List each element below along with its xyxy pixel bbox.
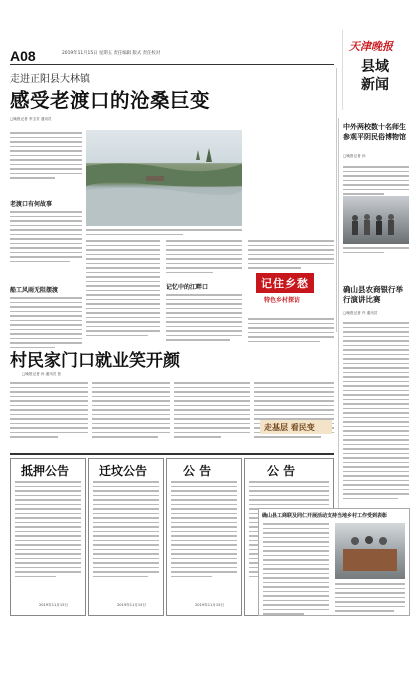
notice-box-2	[88, 458, 164, 616]
second-byline: □晚报记者 孙 通讯员 张	[22, 372, 62, 376]
date-line: 2019年11月15日 星期五 责任编辑 版式 责任校对	[62, 51, 161, 56]
main-byline: □晚报记者 李玉芳 通讯员	[10, 117, 52, 121]
second-col-2-text	[92, 382, 170, 441]
feature-logo	[252, 273, 330, 315]
main-col-4-text-a	[248, 240, 334, 272]
column-logo	[260, 420, 332, 434]
notice-3-text	[171, 481, 237, 580]
notice-1-title: 抵押公告	[21, 464, 70, 478]
right-article-2-byline: □晚报记者 许 通讯员	[343, 311, 378, 315]
notice-2-text	[93, 481, 159, 580]
notice-box-3	[166, 458, 242, 616]
main-col-2-text	[86, 240, 160, 339]
bottom-right-photo-scene	[335, 523, 405, 579]
subhead-2: 船工风雨无阻摆渡	[10, 287, 59, 294]
page-number: A08	[10, 48, 36, 64]
second-col-3-text	[174, 382, 250, 441]
main-col-4-text-b	[248, 318, 334, 345]
notice-1-text	[15, 481, 81, 580]
right-article-2-text	[343, 322, 409, 502]
notice-2-footer: 2019年11月15日	[117, 603, 147, 607]
right-article-1-text	[343, 166, 409, 198]
second-col-1-text	[10, 382, 88, 441]
right-article-1-photo	[343, 196, 409, 244]
column-rule-right	[338, 118, 339, 518]
bottom-right-text-a	[263, 523, 329, 618]
main-col-1-text-a	[10, 132, 82, 182]
right-article-1-headline: 中外两校数十名师生参观平阴民俗博物馆	[343, 123, 406, 141]
photo-caption-lines	[86, 229, 242, 238]
main-col-1-text-c	[10, 297, 82, 351]
notice-4-title: 公 告	[267, 464, 296, 478]
bottom-right-article	[258, 508, 410, 616]
notices-top-rule	[10, 453, 334, 455]
main-headline: 感受老渡口的沧桑巨变	[10, 89, 211, 112]
masthead-paper-name: 天津晚报	[349, 40, 393, 53]
right-article-1-byline: □晚报记者 孙	[343, 154, 366, 158]
river-photo-scene	[86, 130, 242, 226]
main-col-3-text-a	[166, 240, 242, 276]
article-kicker: 走进正阳县大林镇	[10, 74, 90, 85]
notice-3-title: 公 告	[183, 464, 212, 478]
bottom-right-photo	[335, 523, 405, 579]
feature-logo-subtitle: 特色乡村探访	[264, 297, 301, 304]
notice-3-footer: 2019年11月15日	[195, 603, 225, 607]
notice-1-footer: 2019年11月15日	[39, 603, 69, 607]
right-article-2-headline: 确山县农商银行举行演讲比赛	[343, 285, 403, 304]
bottom-right-headline: 确山县工商联及同仁开展活动支持当地乡村工作受到表彰	[262, 513, 388, 519]
notice-box-1	[10, 458, 86, 616]
header-rule	[10, 64, 334, 65]
subhead-1: 老渡口有何故事	[10, 201, 53, 208]
group-photo-figures	[343, 196, 409, 244]
masthead	[342, 30, 409, 110]
masthead-section: 县域新闻	[361, 59, 389, 93]
column-rule-main	[336, 68, 337, 332]
main-col-3-text-b	[166, 294, 242, 344]
main-col-1-text-b	[10, 211, 82, 265]
notice-2-title: 迁坟公告	[99, 464, 148, 478]
subhead-3: 记忆中的江畔口	[166, 284, 209, 291]
right-article-1-caption	[343, 247, 409, 256]
second-headline: 村民家门口就业笑开颜	[10, 351, 180, 371]
column-logo-text: 走基层 看民变	[264, 422, 315, 432]
feature-logo-title: 记住乡愁	[256, 273, 314, 293]
bottom-right-text-b	[335, 583, 405, 615]
river-photo	[86, 130, 242, 226]
